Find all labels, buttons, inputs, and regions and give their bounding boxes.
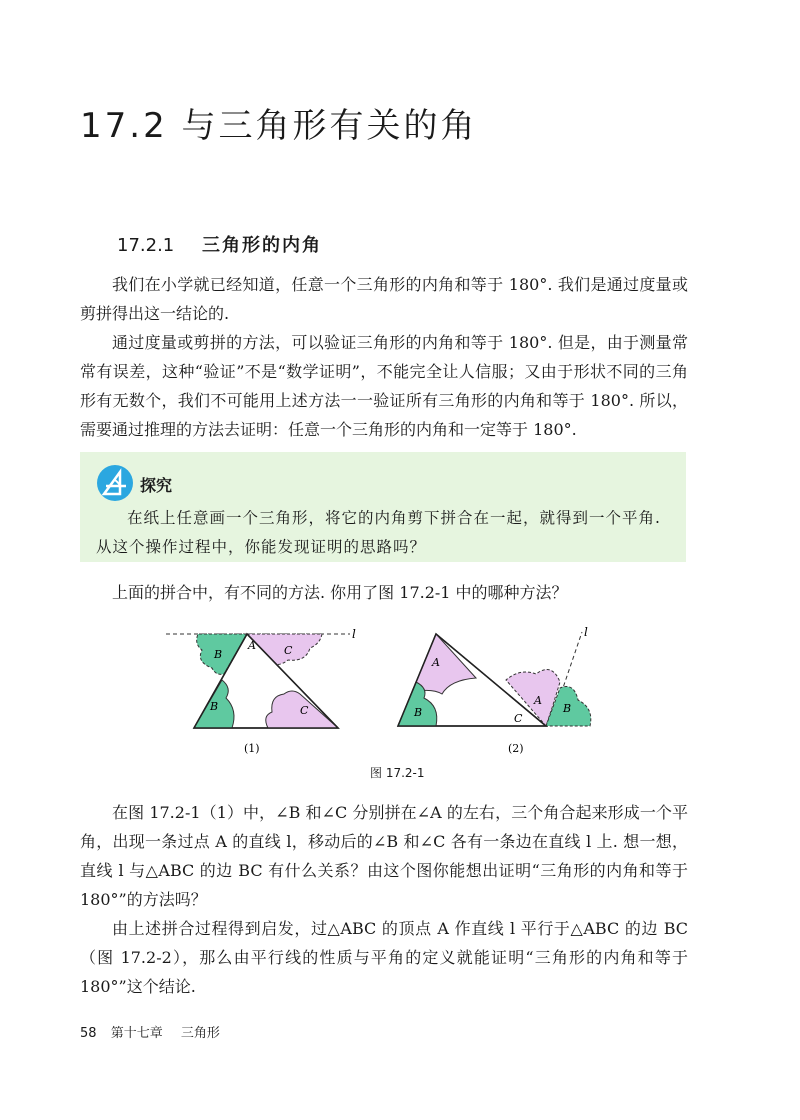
- label-c-2: C: [514, 712, 523, 725]
- paragraph-1: 我们在小学就已经知道，任意一个三角形的内角和等于 180°. 我们是通过度量或剪拼得出这一结论的.: [80, 275, 688, 323]
- section-heading: [117, 231, 322, 257]
- explore-badge-icon: [96, 464, 134, 502]
- footer-chapter: 第十七章: [110, 1026, 163, 1041]
- label-b-2: B: [414, 706, 423, 719]
- label-a-2: A: [432, 656, 440, 669]
- paragraph-2: 通过度量或剪拼的方法，可以验证三角形的内角和等于 180°. 但是，由于测量常常有误差，这种“验证”不是“数学证明”，不能完全让人信服；又由于形状不同的三角形有无数个，我们不可能用上述方法一一验证所有三角形的内角和等于 180°. 所以，需要通过推理的方法去证明：任意一个三角形的内角和一定等于 180°.: [80, 333, 688, 439]
- label-b-moved: B: [214, 648, 223, 661]
- body-paragraph-2: 由上述拼合过程得到启发，过△ABC 的顶点 A 作直线 l 平行于△ABC 的边 BC（图 17.2-2），那么由平行线的性质与平角的定义就能证明“三角形的内角和等于 180°”这个结论.: [80, 919, 688, 996]
- page-number: 58: [80, 1026, 97, 1041]
- subfigure-1: [166, 627, 356, 755]
- section-title: 三角形的内角: [202, 235, 322, 256]
- label-c-1: C: [300, 704, 309, 717]
- footer-topic: 三角形: [180, 1026, 220, 1041]
- section-number: 17.2.1: [117, 235, 175, 256]
- explore-heading: 探究: [140, 476, 173, 495]
- line-l-label: l: [352, 627, 356, 641]
- explore-text: 在纸上任意画一个三角形，将它的内角剪下拼合在一起，就得到一个平角. 从这个操作过程中，你能发现证明的思路吗？: [96, 509, 661, 556]
- label-b-moved-2: B: [563, 702, 572, 715]
- chapter-title: 17.2 与三角形有关的角: [80, 106, 478, 146]
- subfigure-1-label: (1): [244, 742, 260, 755]
- label-a-1: A: [248, 639, 256, 652]
- label-b-1: B: [210, 700, 219, 713]
- page-footer: [80, 1022, 220, 1041]
- figure-17-2-1: [150, 622, 610, 782]
- question-text: 上面的拼合中，有不同的方法. 你用了图 17.2-1 中的哪种方法？: [112, 583, 568, 602]
- subfigure-2: [398, 625, 591, 755]
- label-c-moved: C: [284, 644, 293, 657]
- line-l-label-2: l: [584, 625, 588, 639]
- label-a-moved: A: [534, 694, 542, 707]
- body-paragraph-1: 在图 17.2-1（1）中，∠B 和∠C 分别拼在∠A 的左右，三个角合起来形成一个平角，出现一条过点 A 的直线 l，移动后的∠B 和∠C 各有一条边在直线 l 上. 想一想，直线 l 与△ABC 的边 BC 有什么关系？由这个图你能想出证明“三角形的内角和等于 180°”的方法吗？: [80, 803, 688, 909]
- subfigure-2-label: (2): [508, 742, 524, 755]
- figure-caption: 图 17.2-1: [370, 766, 425, 780]
